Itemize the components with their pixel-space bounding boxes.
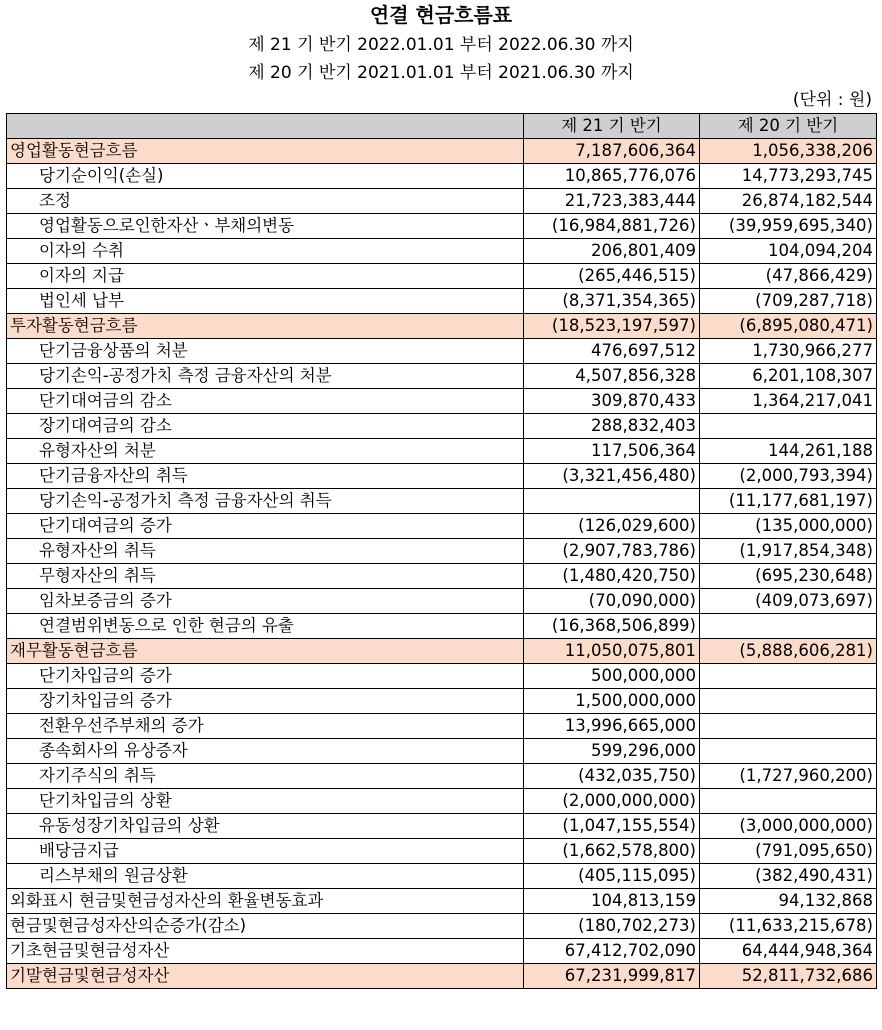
header-prior-period: 제 20 기 반기 (700, 114, 877, 139)
current-period-value: (1,047,155,554) (524, 814, 700, 839)
row-label: 단기금융자산의 취득 (7, 464, 524, 489)
prior-period: 제 20 기 반기 2021.01.01 부터 2021.06.30 까지 (248, 63, 634, 83)
row-label: 단기금융상품의 처분 (7, 339, 524, 364)
table-row (7, 664, 877, 689)
current-period-value: 21,723,383,444 (524, 189, 700, 214)
current-period-value: (2,000,000,000) (524, 789, 700, 814)
row-label: 조정 (7, 189, 524, 214)
current-period-value: (16,368,506,899) (524, 614, 700, 639)
table-row (7, 439, 877, 464)
row-label: 자기주식의 취득 (7, 764, 524, 789)
prior-period-value: 52,811,732,686 (700, 964, 877, 989)
table-row (7, 264, 877, 289)
row-label: 유형자산의 처분 (7, 439, 524, 464)
prior-period-value: (6,895,080,471) (700, 314, 877, 339)
table-row (7, 814, 877, 839)
prior-period-value (700, 789, 877, 814)
prior-period-value (700, 714, 877, 739)
table-row (7, 289, 877, 314)
statement-title: 연결 현금흐름표 (369, 3, 513, 27)
prior-period-value: (1,727,960,200) (700, 764, 877, 789)
table-row (7, 239, 877, 264)
current-period-value: (405,115,095) (524, 864, 700, 889)
prior-period-value: 1,364,217,041 (700, 389, 877, 414)
current-period-value: 1,500,000,000 (524, 689, 700, 714)
table-row (7, 564, 877, 589)
current-period-value: 599,296,000 (524, 739, 700, 764)
table-row (7, 489, 877, 514)
table-row (7, 464, 877, 489)
current-period-value: (3,321,456,480) (524, 464, 700, 489)
prior-period-value: (11,633,215,678) (700, 914, 877, 939)
current-period-value: 476,697,512 (524, 339, 700, 364)
row-label: 장기차입금의 증가 (7, 689, 524, 714)
prior-period-value: (709,287,718) (700, 289, 877, 314)
prior-period-value: (695,230,648) (700, 564, 877, 589)
table-row (7, 189, 877, 214)
row-label: 단기차입금의 상환 (7, 789, 524, 814)
prior-period-value (700, 664, 877, 689)
table-row (7, 939, 877, 964)
row-label: 기초현금및현금성자산 (7, 939, 524, 964)
header-label-column (7, 114, 524, 139)
current-period-value: 288,832,403 (524, 414, 700, 439)
section-row (7, 964, 877, 989)
current-period-value: 7,187,606,364 (524, 139, 700, 164)
table-header-row (7, 114, 877, 139)
table-row (7, 839, 877, 864)
table-row (7, 889, 877, 914)
prior-period-value: 64,444,948,364 (700, 939, 877, 964)
current-period-value: (126,029,600) (524, 514, 700, 539)
table-row (7, 914, 877, 939)
current-period-value: 117,506,364 (524, 439, 700, 464)
current-period-value: (18,523,197,597) (524, 314, 700, 339)
current-period-value: (1,662,578,800) (524, 839, 700, 864)
prior-period-value: (3,000,000,000) (700, 814, 877, 839)
prior-period-value: 14,773,293,745 (700, 164, 877, 189)
prior-period-value (700, 689, 877, 714)
section-row (7, 639, 877, 664)
table-row (7, 614, 877, 639)
row-label: 단기대여금의 감소 (7, 389, 524, 414)
current-period-value: 13,996,665,000 (524, 714, 700, 739)
row-label: 재무활동현금흐름 (7, 639, 524, 664)
cash-flow-table (6, 113, 877, 989)
row-label: 당기순이익(손실) (7, 164, 524, 189)
current-period-value: 500,000,000 (524, 664, 700, 689)
row-label: 리스부채의 원금상환 (7, 864, 524, 889)
header-current-period: 제 21 기 반기 (524, 114, 700, 139)
table-row (7, 689, 877, 714)
row-label: 이자의 수취 (7, 239, 524, 264)
prior-period-value (700, 414, 877, 439)
current-period-value: 11,050,075,801 (524, 639, 700, 664)
prior-period-value (700, 739, 877, 764)
table-row (7, 364, 877, 389)
prior-period-value: 6,201,108,307 (700, 364, 877, 389)
row-label: 영업활동현금흐름 (7, 139, 524, 164)
prior-period-value (700, 614, 877, 639)
row-label: 무형자산의 취득 (7, 564, 524, 589)
prior-period-value: (382,490,431) (700, 864, 877, 889)
current-period-value: (265,446,515) (524, 264, 700, 289)
prior-period-value: (2,000,793,394) (700, 464, 877, 489)
prior-period-value: 104,094,204 (700, 239, 877, 264)
table-row (7, 164, 877, 189)
prior-period-value: 94,132,868 (700, 889, 877, 914)
current-period-value (524, 489, 700, 514)
row-label: 투자활동현금흐름 (7, 314, 524, 339)
prior-period-value: (791,095,650) (700, 839, 877, 864)
prior-period-value: 26,874,182,544 (700, 189, 877, 214)
table-row (7, 389, 877, 414)
prior-period-value: 1,056,338,206 (700, 139, 877, 164)
table-row (7, 214, 877, 239)
current-period-value: (180,702,273) (524, 914, 700, 939)
table-row (7, 789, 877, 814)
row-label: 단기차입금의 증가 (7, 664, 524, 689)
row-label: 전환우선주부채의 증가 (7, 714, 524, 739)
table-row (7, 764, 877, 789)
current-period: 제 21 기 반기 2022.01.01 부터 2022.06.30 까지 (248, 35, 634, 55)
current-period-value: 309,870,433 (524, 389, 700, 414)
row-label: 유형자산의 취득 (7, 539, 524, 564)
table-row (7, 714, 877, 739)
row-label: 당기손익-공정가치 측정 금융자산의 취득 (7, 489, 524, 514)
section-row (7, 139, 877, 164)
prior-period-value: 144,261,188 (700, 439, 877, 464)
prior-period-value: (47,866,429) (700, 264, 877, 289)
row-label: 종속회사의 유상증자 (7, 739, 524, 764)
current-period-value: 206,801,409 (524, 239, 700, 264)
current-period-value: (2,907,783,786) (524, 539, 700, 564)
row-label: 현금및현금성자산의순증가(감소) (7, 914, 524, 939)
prior-period-value: (39,959,695,340) (700, 214, 877, 239)
current-period-value: (16,984,881,726) (524, 214, 700, 239)
current-period-value: (70,090,000) (524, 589, 700, 614)
row-label: 기말현금및현금성자산 (7, 964, 524, 989)
row-label: 유동성장기차입금의 상환 (7, 814, 524, 839)
row-label: 장기대여금의 감소 (7, 414, 524, 439)
row-label: 외화표시 현금및현금성자산의 환율변동효과 (7, 889, 524, 914)
table-row (7, 739, 877, 764)
prior-period-value: (135,000,000) (700, 514, 877, 539)
prior-period-value: (11,177,681,197) (700, 489, 877, 514)
row-label: 이자의 지급 (7, 264, 524, 289)
table-row (7, 514, 877, 539)
current-period-value: 67,231,999,817 (524, 964, 700, 989)
prior-period-value: (1,917,854,348) (700, 539, 877, 564)
row-label: 법인세 납부 (7, 289, 524, 314)
row-label: 임차보증금의 증가 (7, 589, 524, 614)
row-label: 연결범위변동으로 인한 현금의 유출 (7, 614, 524, 639)
prior-period-value: 1,730,966,277 (700, 339, 877, 364)
current-period-value: (432,035,750) (524, 764, 700, 789)
current-period-value: (8,371,354,365) (524, 289, 700, 314)
current-period-value: 10,865,776,076 (524, 164, 700, 189)
table-row (7, 864, 877, 889)
table-body (7, 139, 877, 989)
current-period-value: 104,813,159 (524, 889, 700, 914)
unit-label: (단위 : 원) (792, 90, 872, 110)
row-label: 배당금지급 (7, 839, 524, 864)
current-period-value: 4,507,856,328 (524, 364, 700, 389)
current-period-value: (1,480,420,750) (524, 564, 700, 589)
row-label: 당기손익-공정가치 측정 금융자산의 처분 (7, 364, 524, 389)
table-row (7, 414, 877, 439)
prior-period-value: (409,073,697) (700, 589, 877, 614)
current-period-value: 67,412,702,090 (524, 939, 700, 964)
row-label: 영업활동으로인한자산ㆍ부채의변동 (7, 214, 524, 239)
table-row (7, 539, 877, 564)
table-row (7, 339, 877, 364)
row-label: 단기대여금의 증가 (7, 514, 524, 539)
table-row (7, 589, 877, 614)
prior-period-value: (5,888,606,281) (700, 639, 877, 664)
section-row (7, 314, 877, 339)
